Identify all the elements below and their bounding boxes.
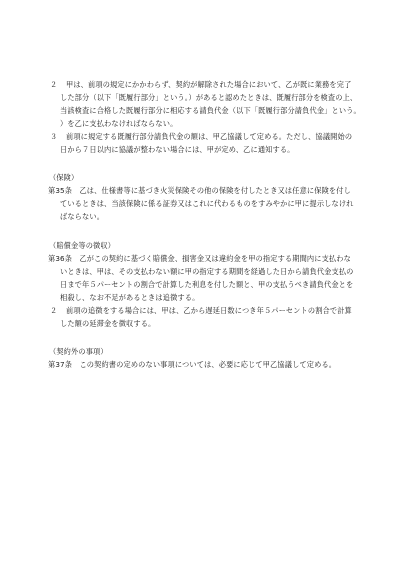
paragraph-number: ３ xyxy=(50,132,58,141)
text-line: いときは、甲は、その支払わない額に甲の指定する期間を経過した日から請負代金支払の xyxy=(60,267,354,276)
text-line: ているときは、当該保険に係る証券又はこれに代わるものをすみやかに甲に提示しなけれ xyxy=(60,199,354,208)
paragraph-number: ２ xyxy=(50,306,58,315)
article-heading: （賠償金等の徴収） xyxy=(49,241,116,250)
text-line: 日まで年５パーセントの割合で計算した利息を付した額と、甲の支払うべき請負代金とを xyxy=(60,280,354,289)
text-line: 日から７日以内に協議が整わない場合には、甲が定め、乙に通知する。 xyxy=(60,145,295,154)
text-line: 前項の追徴をする場合には、甲は、乙から遅延日数につき年５パーセントの割合で計算 xyxy=(66,306,352,315)
text-line: 第37条 この契約書の定めのない事項については、必要に応じて甲乙協議して定める。 xyxy=(48,360,337,369)
article-heading: （保険） xyxy=(49,173,79,182)
paragraph-number: ２ xyxy=(50,80,58,89)
text-line: ばならない。 xyxy=(60,212,105,221)
text-line: 相殺し、なお不足があるときは追徴する。 xyxy=(60,293,200,302)
text-line: ）を乙に支払わなければならない。 xyxy=(60,119,178,128)
text-line: 第36条 乙がこの契約に基づく賠償金、損害金又は違約金を甲の指定する期間内に支払わな xyxy=(48,254,351,263)
text-line: した額の延滞金を徴収する。 xyxy=(60,319,156,328)
text-line: した部分（以下「既履行部分」という。）があると認めたときは、既履行部分を検査の上、 xyxy=(60,93,358,102)
article-heading: （契約外の事項） xyxy=(49,347,108,356)
text-line: 前項に規定する既履行部分請負代金の額は、甲乙協議して定める。ただし、協議開始の xyxy=(66,132,353,141)
text-line: 甲は、前項の規定にかかわらず、契約が解除された場合において、乙が既に業務を完了 xyxy=(66,80,352,89)
text-line: 第35条 乙は、仕様書等に基づき火災保険その他の保険を付したとき又は任意に保険を付し xyxy=(48,186,351,195)
text-line: 当該検査に合格した既履行部分に相応する請負代金（以下「既履行部分請負代金」という。 xyxy=(60,106,361,115)
